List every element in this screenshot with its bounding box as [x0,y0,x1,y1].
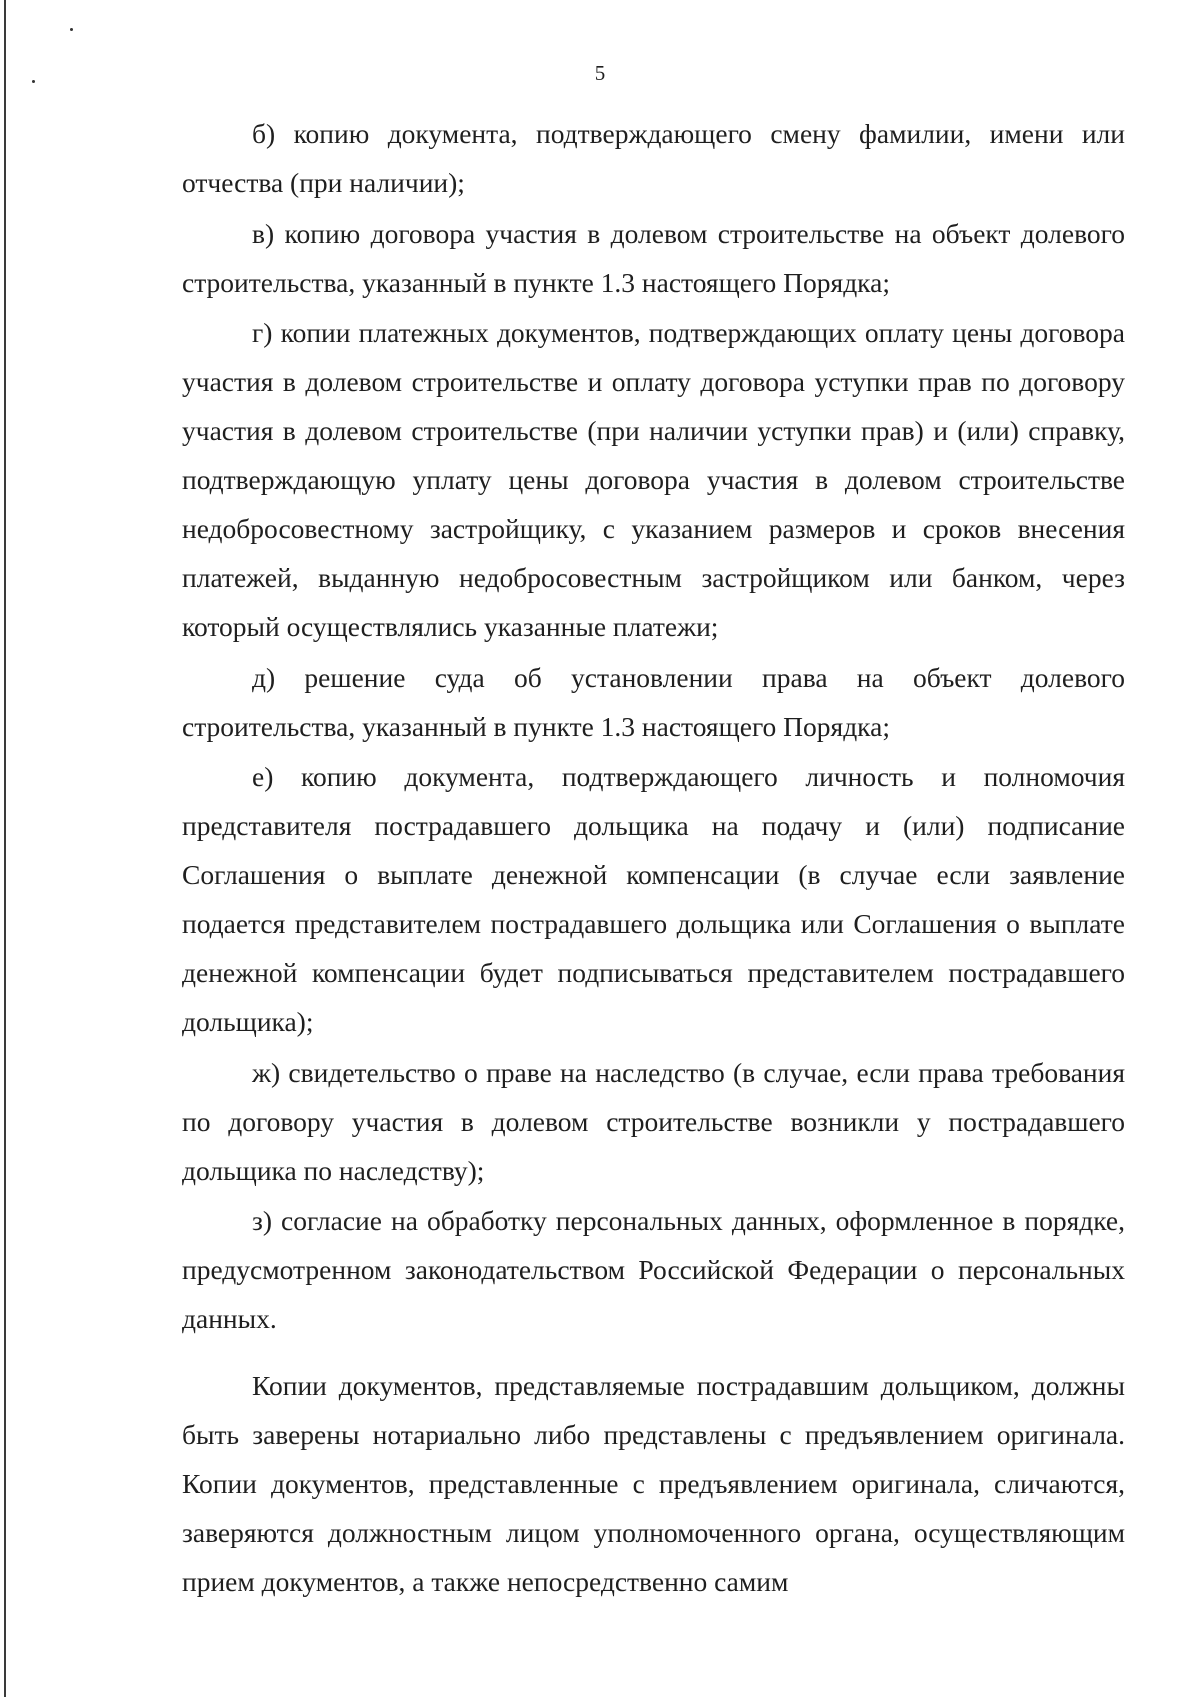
list-item-b: б) копию документа, подтверждающего смену фамилии, имени или отчества (при наличии); [182,118,1125,198]
document-body [182,109,1125,1608]
list-item-v: в) копию договора участия в долевом строительстве на объект долевого строительства, указанный в пункте 1.3 настоящего Порядка; [182,217,1125,298]
list-item-e: е) копию документа, подтверждающего личность и полномочия представителя пострадавшего дольщика на подачу и (или) подписание Соглашения о выплате денежной компенсации (в случае если заявление подается представителем пострадавшего дольщика или Соглашения о выплате денежной компенсации будет подписываться представителем пострадавшего дольщика); [182,761,1125,1037]
list-item-zh: ж) свидетельство о праве на наследство (в случае, если права требования по договору участия в долевом строительстве возникли у пострадавшего дольщика по наследству); [182,1056,1125,1186]
copies-paragraph: Копии документов, представляемые пострадавшим дольщиком, должны быть заверены нотариально либо представлены с предъявлением оригинала. Копии документов, представленные с предъявлением оригинала, сличаются, заверяются должностным лицом уполномоченного органа, осуществляющим прием документов, а также непосредственно самим [182,1370,1125,1597]
scan-edge-line [4,0,6,1697]
scan-speck [70,28,73,31]
list-item-d: д) решение суда об установлении права на объект долевого строительства, указанный в пункте 1.3 настоящего Порядка; [182,661,1125,742]
list-item-z: з) согласие на обработку персональных данных, оформленное в порядке, предусмотренном законодательством Российской Федерации о персональных данных. [182,1205,1125,1334]
list-item-g: г) копии платежных документов, подтверждающих оплату цены договора участия в долевом строительстве и оплату договора уступки прав по договору участия в долевом строительстве (при наличии уступки прав) и (или) справку, подтверждающую уплату цены договора участия в долевом строительстве недобросовестному застройщику, с указанием размеров и сроков внесения платежей, выданную недобросовестным застройщиком или банком, через который осуществлялись указанные платежи; [182,317,1125,642]
page-number: 5 [594,61,606,85]
